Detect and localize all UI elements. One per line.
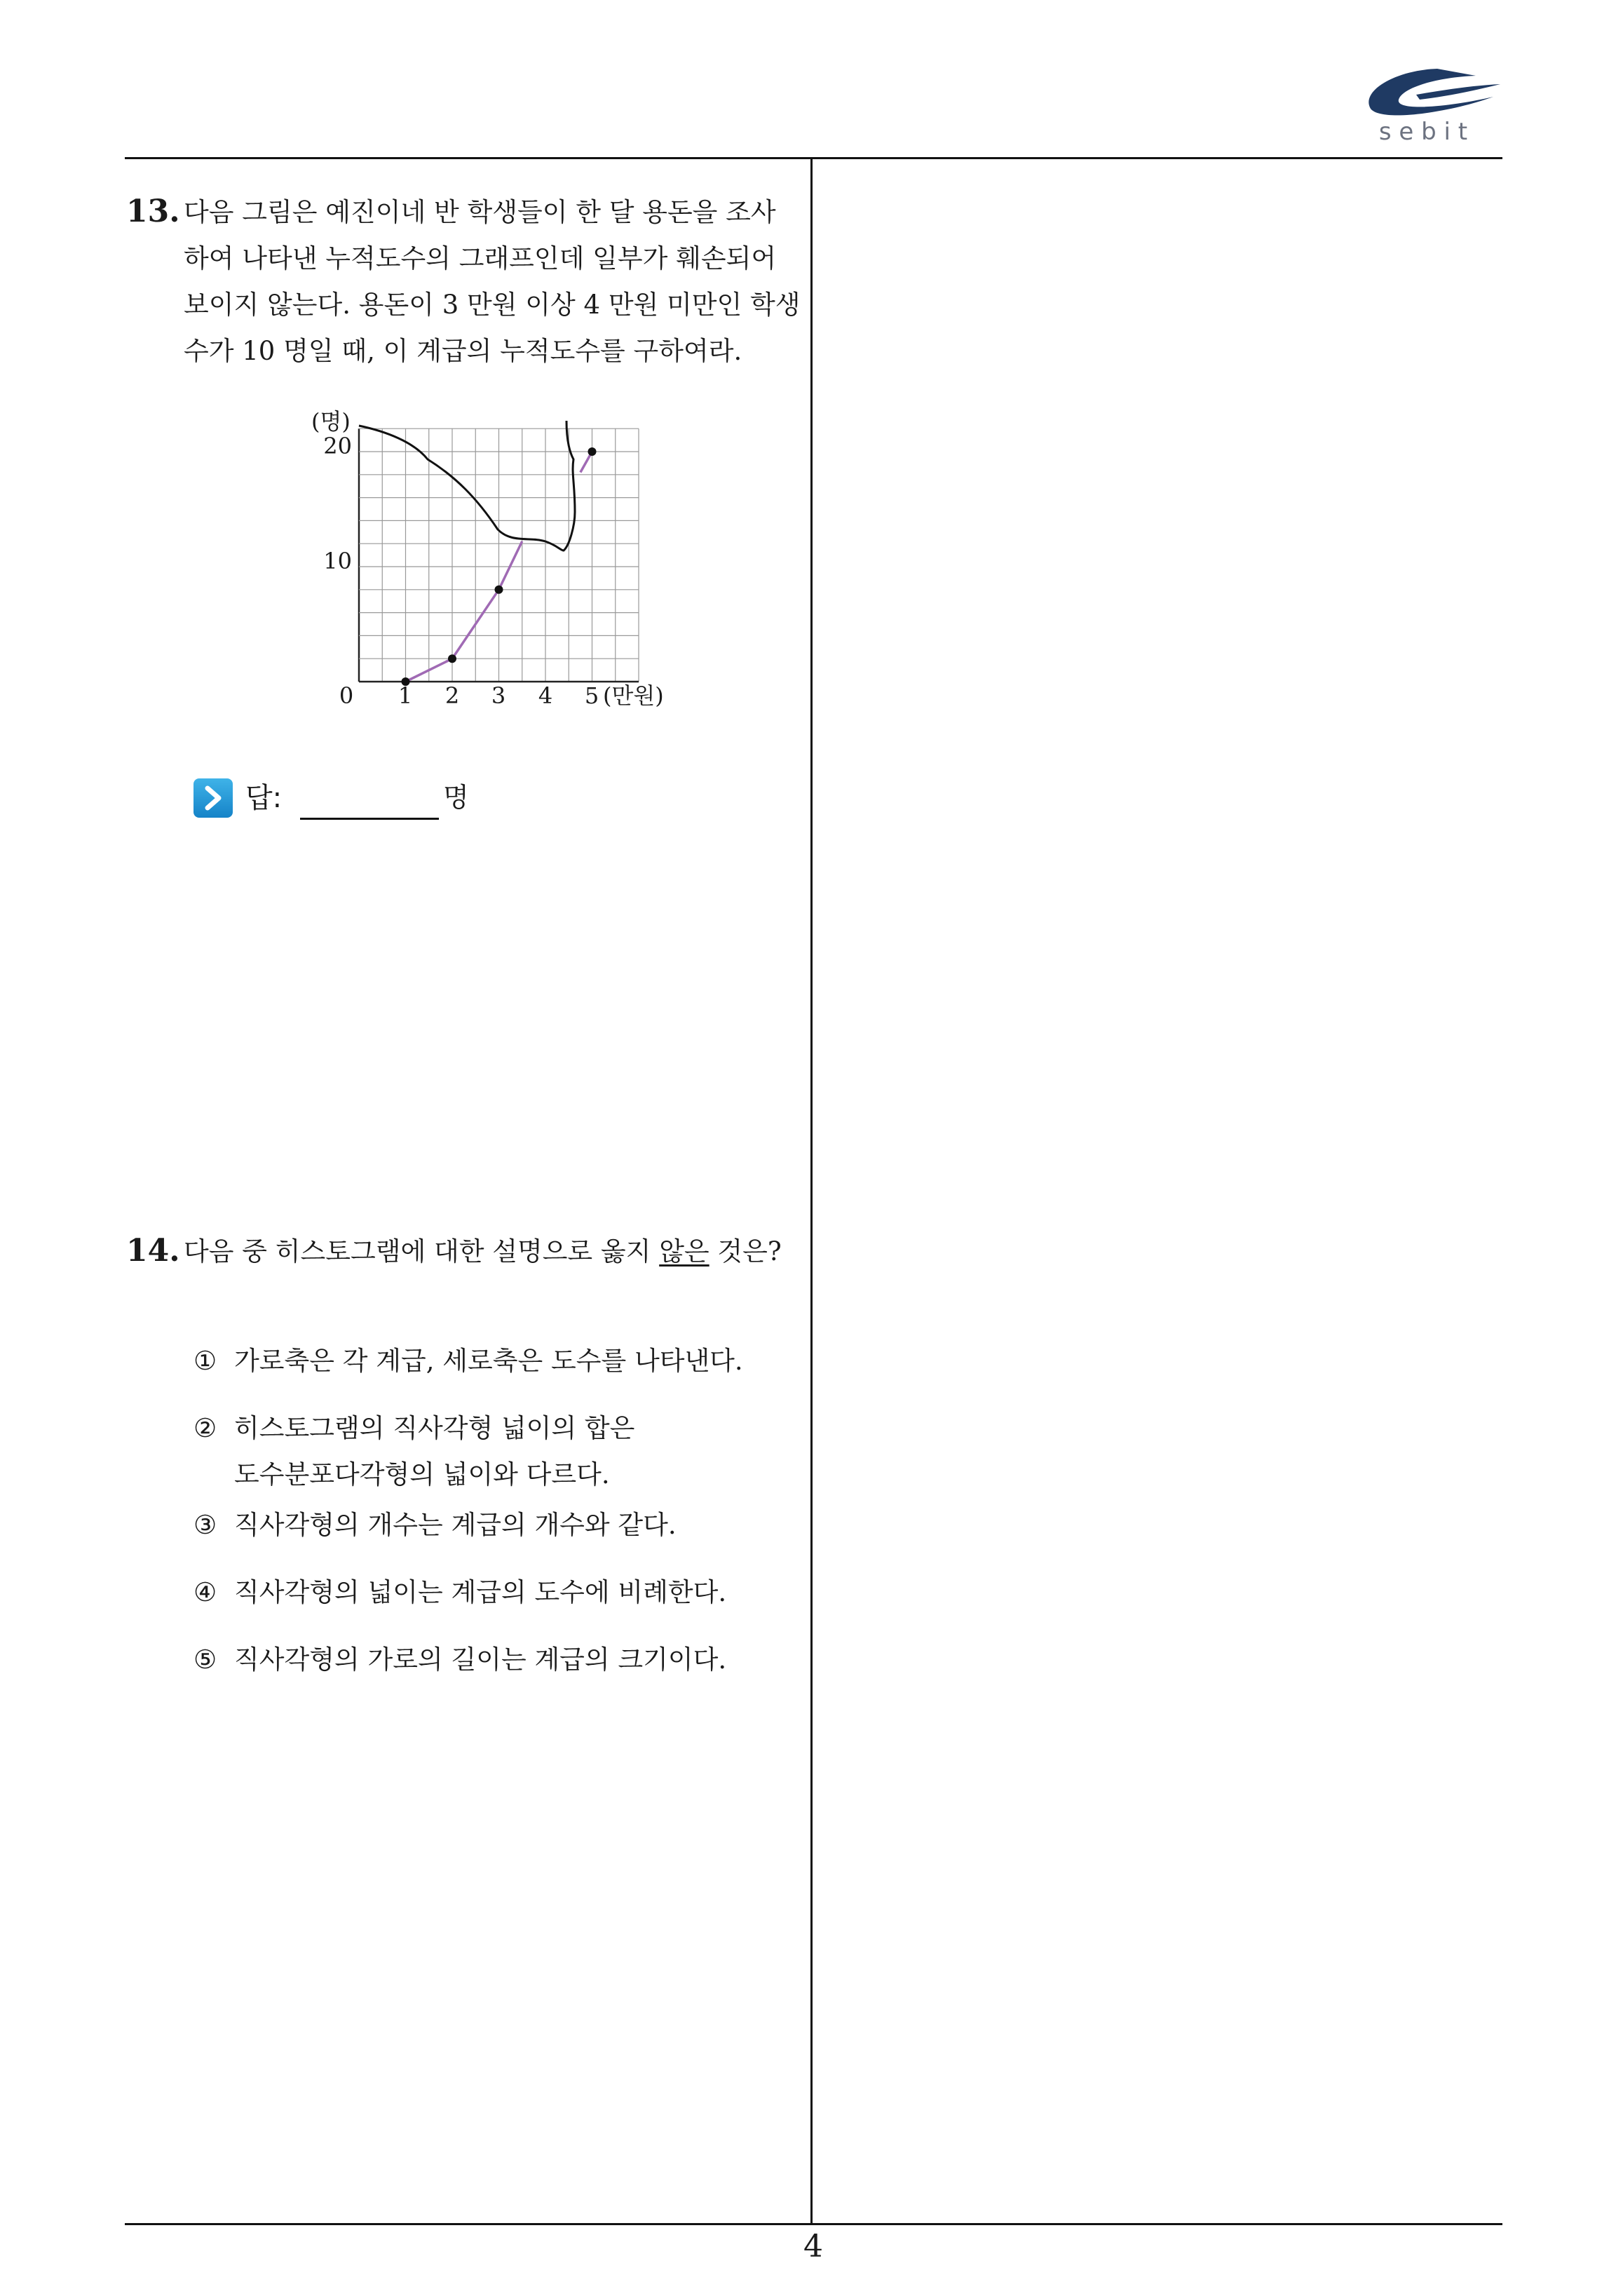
option-number: ③ [193, 1510, 217, 1540]
data-point [448, 654, 456, 663]
q14-number: 14. [126, 1233, 180, 1269]
q14-stem [184, 1229, 782, 1275]
q14-option-4[interactable] [193, 1571, 726, 1609]
q14-stem-underlined: 않은 [659, 1236, 709, 1267]
option-text: 직사각형의 넓이는 계급의 도수에 비례한다. [234, 1577, 727, 1607]
q13-line-3: 보이지 않는다. 용돈이 3 만원 이상 4 만원 미만인 학생 [184, 290, 801, 320]
x-axis-unit: (만원) [603, 682, 664, 709]
origin-label: 0 [339, 682, 354, 709]
q14-stem-before: 다음 중 히스토그램에 대한 설명으로 옳지 [184, 1236, 660, 1267]
x-tick-4: 4 [538, 682, 553, 709]
option-number: ① [193, 1346, 217, 1376]
cumulative-frequency-chart [280, 393, 701, 729]
x-tick-3: 3 [491, 682, 506, 709]
data-point [495, 586, 503, 594]
q14-option-1[interactable] [193, 1339, 743, 1377]
q14-option-2[interactable] [193, 1407, 634, 1445]
option-text: 직사각형의 개수는 계급의 개수와 같다. [234, 1510, 677, 1540]
q13-line-2: 하여 나타낸 누적도수의 그래프인데 일부가 훼손되어 [184, 243, 777, 274]
x-tick-1: 1 [398, 682, 413, 709]
q14-stem-after: 것은? [709, 1236, 782, 1267]
option-number: ⑤ [193, 1645, 217, 1675]
q13-line-1: 다음 그림은 예진이네 반 학생들이 한 달 용돈을 조사 [184, 197, 776, 227]
x-tick-2: 2 [444, 682, 460, 709]
q14-option-2-cont [193, 1453, 610, 1491]
answer-blank[interactable] [300, 818, 439, 820]
q14-option-3[interactable] [193, 1504, 677, 1541]
q13-line-4: 수가 10 명일 때, 이 계급의 누적도수를 구하여라. [184, 336, 742, 366]
series-line-visible-a [406, 541, 522, 682]
option-text: 히스토그램의 직사각형 넓이의 합은 [234, 1413, 635, 1443]
footer-rule [125, 2223, 1502, 2225]
y-axis-unit: (명) [311, 408, 351, 435]
chart-grid [359, 428, 639, 682]
option-text: 도수분포다각형의 넓이와 다르다. [234, 1459, 610, 1490]
y-tick-10: 10 [323, 548, 352, 574]
option-number: ④ [193, 1577, 217, 1607]
y-tick-20: 20 [323, 433, 352, 459]
header-rule [125, 157, 1502, 159]
answer-unit: 명 [443, 782, 469, 813]
q14-option-5[interactable] [193, 1638, 726, 1676]
option-text: 가로축은 각 계급, 세로축은 도수를 나타낸다. [234, 1346, 743, 1376]
column-divider [810, 158, 813, 2224]
option-text: 직사각형의 가로의 길이는 계급의 크기이다. [234, 1645, 727, 1675]
x-tick-5: 5 [584, 682, 599, 709]
logo-wordmark: s e b i t [1378, 118, 1468, 146]
answer-arrow-icon [193, 778, 233, 818]
q13-number: 13. [126, 194, 180, 229]
data-point [588, 447, 597, 456]
option-number: ② [193, 1413, 217, 1443]
damaged-region-edge [359, 421, 575, 551]
answer-label: 답: [245, 782, 283, 814]
page-number: 4 [803, 2229, 823, 2264]
